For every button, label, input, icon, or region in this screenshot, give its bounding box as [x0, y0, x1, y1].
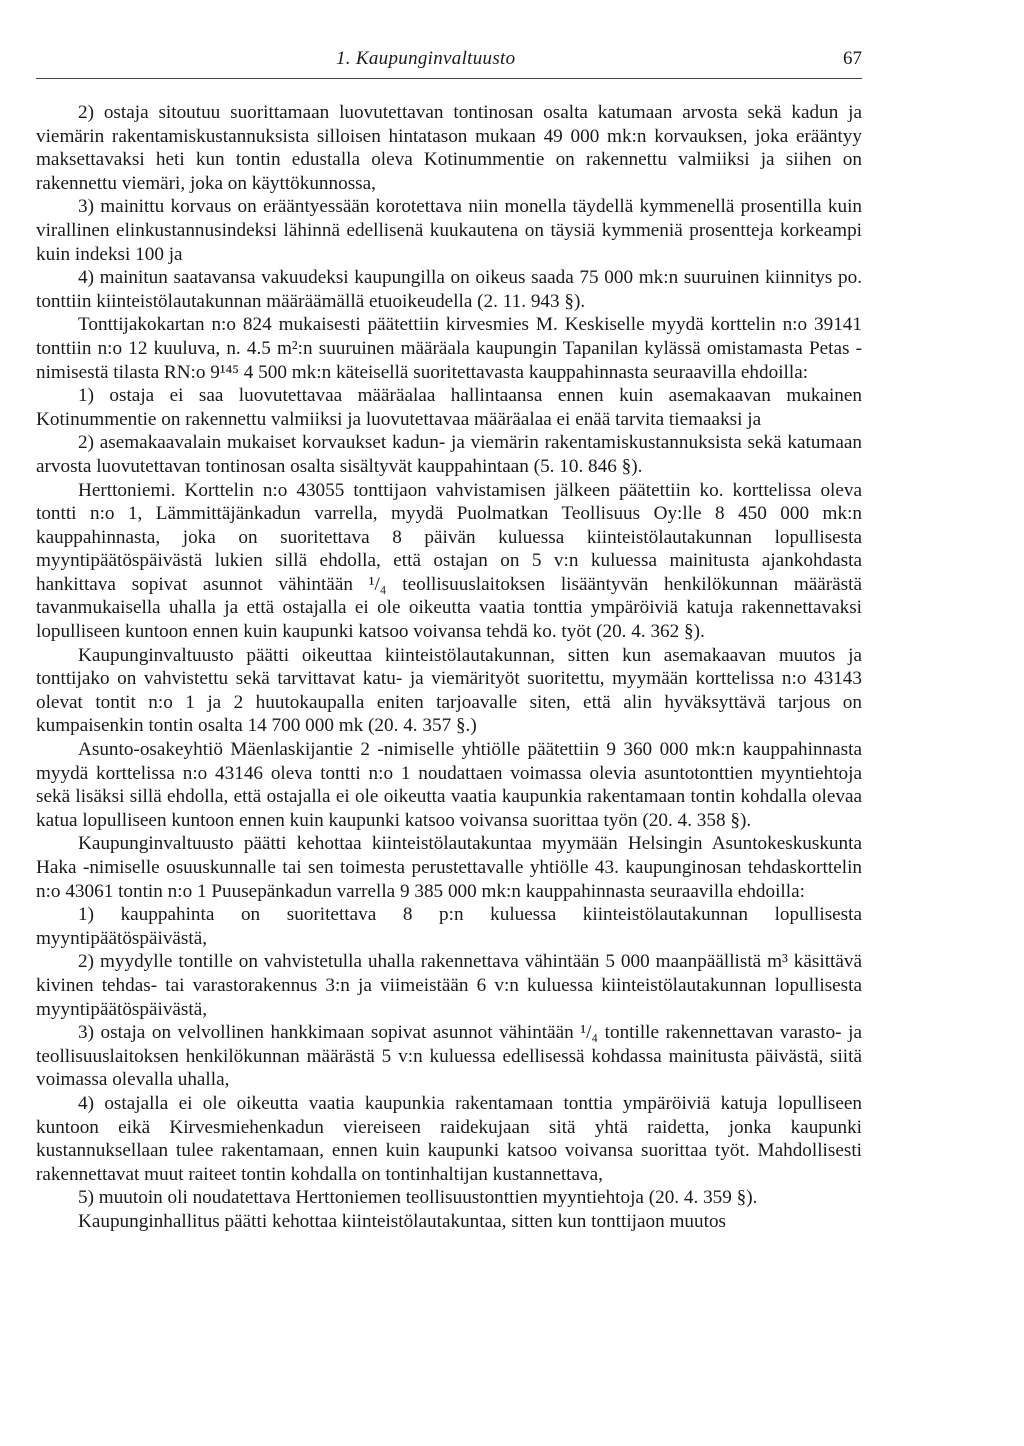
paragraph: 2) ostaja sitoutuu suorittamaan luovutettavan tontinosan osalta katumaan arvosta sekä kadun ja viemärin rakentamiskustannuksista silloisen hintatason mukaan 49 000 mk:n korvauksen, joka erääntyy maksettavaksi heti kun tontin edustalla oleva Kotinummentie on rakennettu valmiiksi ja siihen on rakennettu viemäri, joka on käyttökunnossa,	[36, 102, 862, 194]
section-title: 1. Kaupunginvaltuusto	[336, 48, 516, 69]
paragraph: Kaupunginhallitus päätti kehottaa kiinteistölautakuntaa, sitten kun tonttijaon muutos	[78, 1210, 726, 1232]
paragraph: 4) mainitun saatavansa vakuudeksi kaupungilla on oikeus saada 75 000 mk:n suuruinen kiinnitys po. tonttiin kiinteistölautakunnan määräämällä etuoikeudella (2. 11. 943 §).	[36, 267, 862, 312]
paragraph: 2) myydylle tontille on vahvistetulla uhalla rakennettava vähintään 5 000 maanpäällistä m³ käsittävä kivinen tehdas- tai varastorakennus 3:n ja viimeistään 6 v:n kuluessa kiinteistölautakunnan lopullisesta myyntipäätöspäivästä,	[36, 951, 862, 1020]
page-number: 67	[843, 48, 862, 69]
page-header	[36, 48, 862, 79]
document-page	[36, 48, 862, 1234]
paragraph: 2) asemakaavalain mukaiset korvaukset kadun- ja viemärin rakentamiskustannuksista sekä katumaan arvosta luovutettavan tontinosan osalta sisältyvät kauppahintaan (5. 10. 846 §).	[36, 432, 862, 477]
paragraph: Herttoniemi. Korttelin n:o 43055 tonttijaon vahvistamisen jälkeen päätettiin ko. korttelissa oleva tontti n:o 1, Lämmittäjänkadun varrella, myydä Puolmatkan Teollisuus Oy:lle 8 450 000 mk:n kauppahinnasta, joka on suoritettava 8 päivän kuluessa kiinteistölautakunnan lopullisesta myyntipäätöspäivästä lukien sillä ehdolla, että ostajan on 5 v:n kuluessa mainitusta ajankohdasta hankittava sopivat asunnot vähintään ¹/₄ teollisuuslaitoksen lisääntyvän henkilökunnan määrästä tavanmukaisella uhalla ja että ostajalla ei ole oikeutta vaatia tonttia ympäröiviä katuja rakennettavaksi lopulliseen kuntoon ennen kuin kaupunki katsoo voivansa tehdä ko. työt (20. 4. 362 §).	[36, 479, 862, 643]
document-body	[36, 101, 862, 1234]
paragraph: 3) ostaja on velvollinen hankkimaan sopivat asunnot vähintään ¹/₄ tontille rakennettavan varasto- ja teollisuuslaitoksen henkilökunnan määrästä 5 v:n kuluessa edellisessä kohdassa mainitusta päivästä, siitä voimassa olevalla uhalla,	[36, 1022, 862, 1091]
paragraph: 1) ostaja ei saa luovutettavaa määräalaa hallintaansa ennen kuin asemakaavan mukainen Kotinummentie on rakennettu valmiiksi ja luovutettavaa määräalaa ei enää tarvita tiemaaksi ja	[36, 385, 862, 430]
paragraph: 3) mainittu korvaus on erääntyessään korotettava niin monella täydellä kymmenellä prosentilla kuin virallinen elinkustannusindeksi lähinnä edellisenä kuukautena on täysiä kymmeniä prosentteja korkeampi kuin indeksi 100 ja	[36, 196, 862, 265]
paragraph: Kaupunginvaltuusto päätti oikeuttaa kiinteistölautakunnan, sitten kun asemakaavan muutos ja tonttijako on vahvistettu sekä tarvittavat katu- ja viemärityöt suoritettu, myymään korttelissa n:o 43143 olevat tontit n:o 1 ja 2 huutokaupalla eniten tarjoavalle siten, että alin hyväksyttävä tarjous on kumpaisenkin tontin osalta 14 700 000 mk (20. 4. 357 §.)	[36, 644, 862, 737]
paragraph: 1) kauppahinta on suoritettava 8 p:n kuluessa kiinteistölautakunnan lopullisesta myyntipäätöspäivästä,	[36, 904, 862, 949]
paragraph: Kaupunginvaltuusto päätti kehottaa kiinteistölautakuntaa myymään Helsingin Asuntokeskuskunta Haka -nimiselle osuuskunnalle tai sen toimesta perustettavalle yhtiölle 43. kaupunginosan tehdaskorttelin n:o 43061 tontin n:o 1 Puusepänkadun varrella 9 385 000 mk:n kauppahinnasta seuraavilla ehdoilla:	[36, 833, 862, 902]
paragraph: 5) muutoin oli noudatettava Herttoniemen teollisuustonttien myyntiehtoja (20. 4. 359 §).	[78, 1187, 758, 1209]
paragraph: Asunto-osakeyhtiö Mäenlaskijantie 2 -nimiselle yhtiölle päätettiin 9 360 000 mk:n kauppahinnasta myydä korttelissa n:o 43146 oleva tontti n:o 1 noudattaen voimassa olevia asuntotonttien myyntiehtoja sekä lisäksi sillä ehdolla, että ostajalla ei ole oikeutta vaatia kaupunkia rakentamaan tontin kohdalla olevaa katua lopulliseen kuntoon ennen kuin kaupunki katsoo voivansa suorittaa työn (20. 4. 358 §).	[36, 739, 862, 831]
paragraph: 4) ostajalla ei ole oikeutta vaatia kaupunkia rakentamaan tonttia ympäröiviä katuja lopulliseen kuntoon eikä Kirvesmiehenkadun viereiseen raidekujaan sitä yhtä raidetta, jonka kaupunki kustannuksellaan tulee rakentamaan, ennen kuin kaupunki katsoo voivansa suorittaa työt. Mahdollisesti rakennettavat muut raiteet tontin kohdalla on tontinhaltijan kustannettava,	[36, 1092, 862, 1185]
paragraph: Tonttijakokartan n:o 824 mukaisesti päätettiin kirvesmies M. Keskiselle myydä korttelin n:o 39141 tonttiin n:o 12 kuuluva, n. 4.5 m²:n suuruinen määräala kaupungin Tapanilan kylässä omistamasta Petas -nimisestä tilasta RN:o 9¹⁴⁵ 4 500 mk:n käteisellä suoritettavasta kauppahinnasta seuraavilla ehdoilla:	[36, 314, 862, 383]
